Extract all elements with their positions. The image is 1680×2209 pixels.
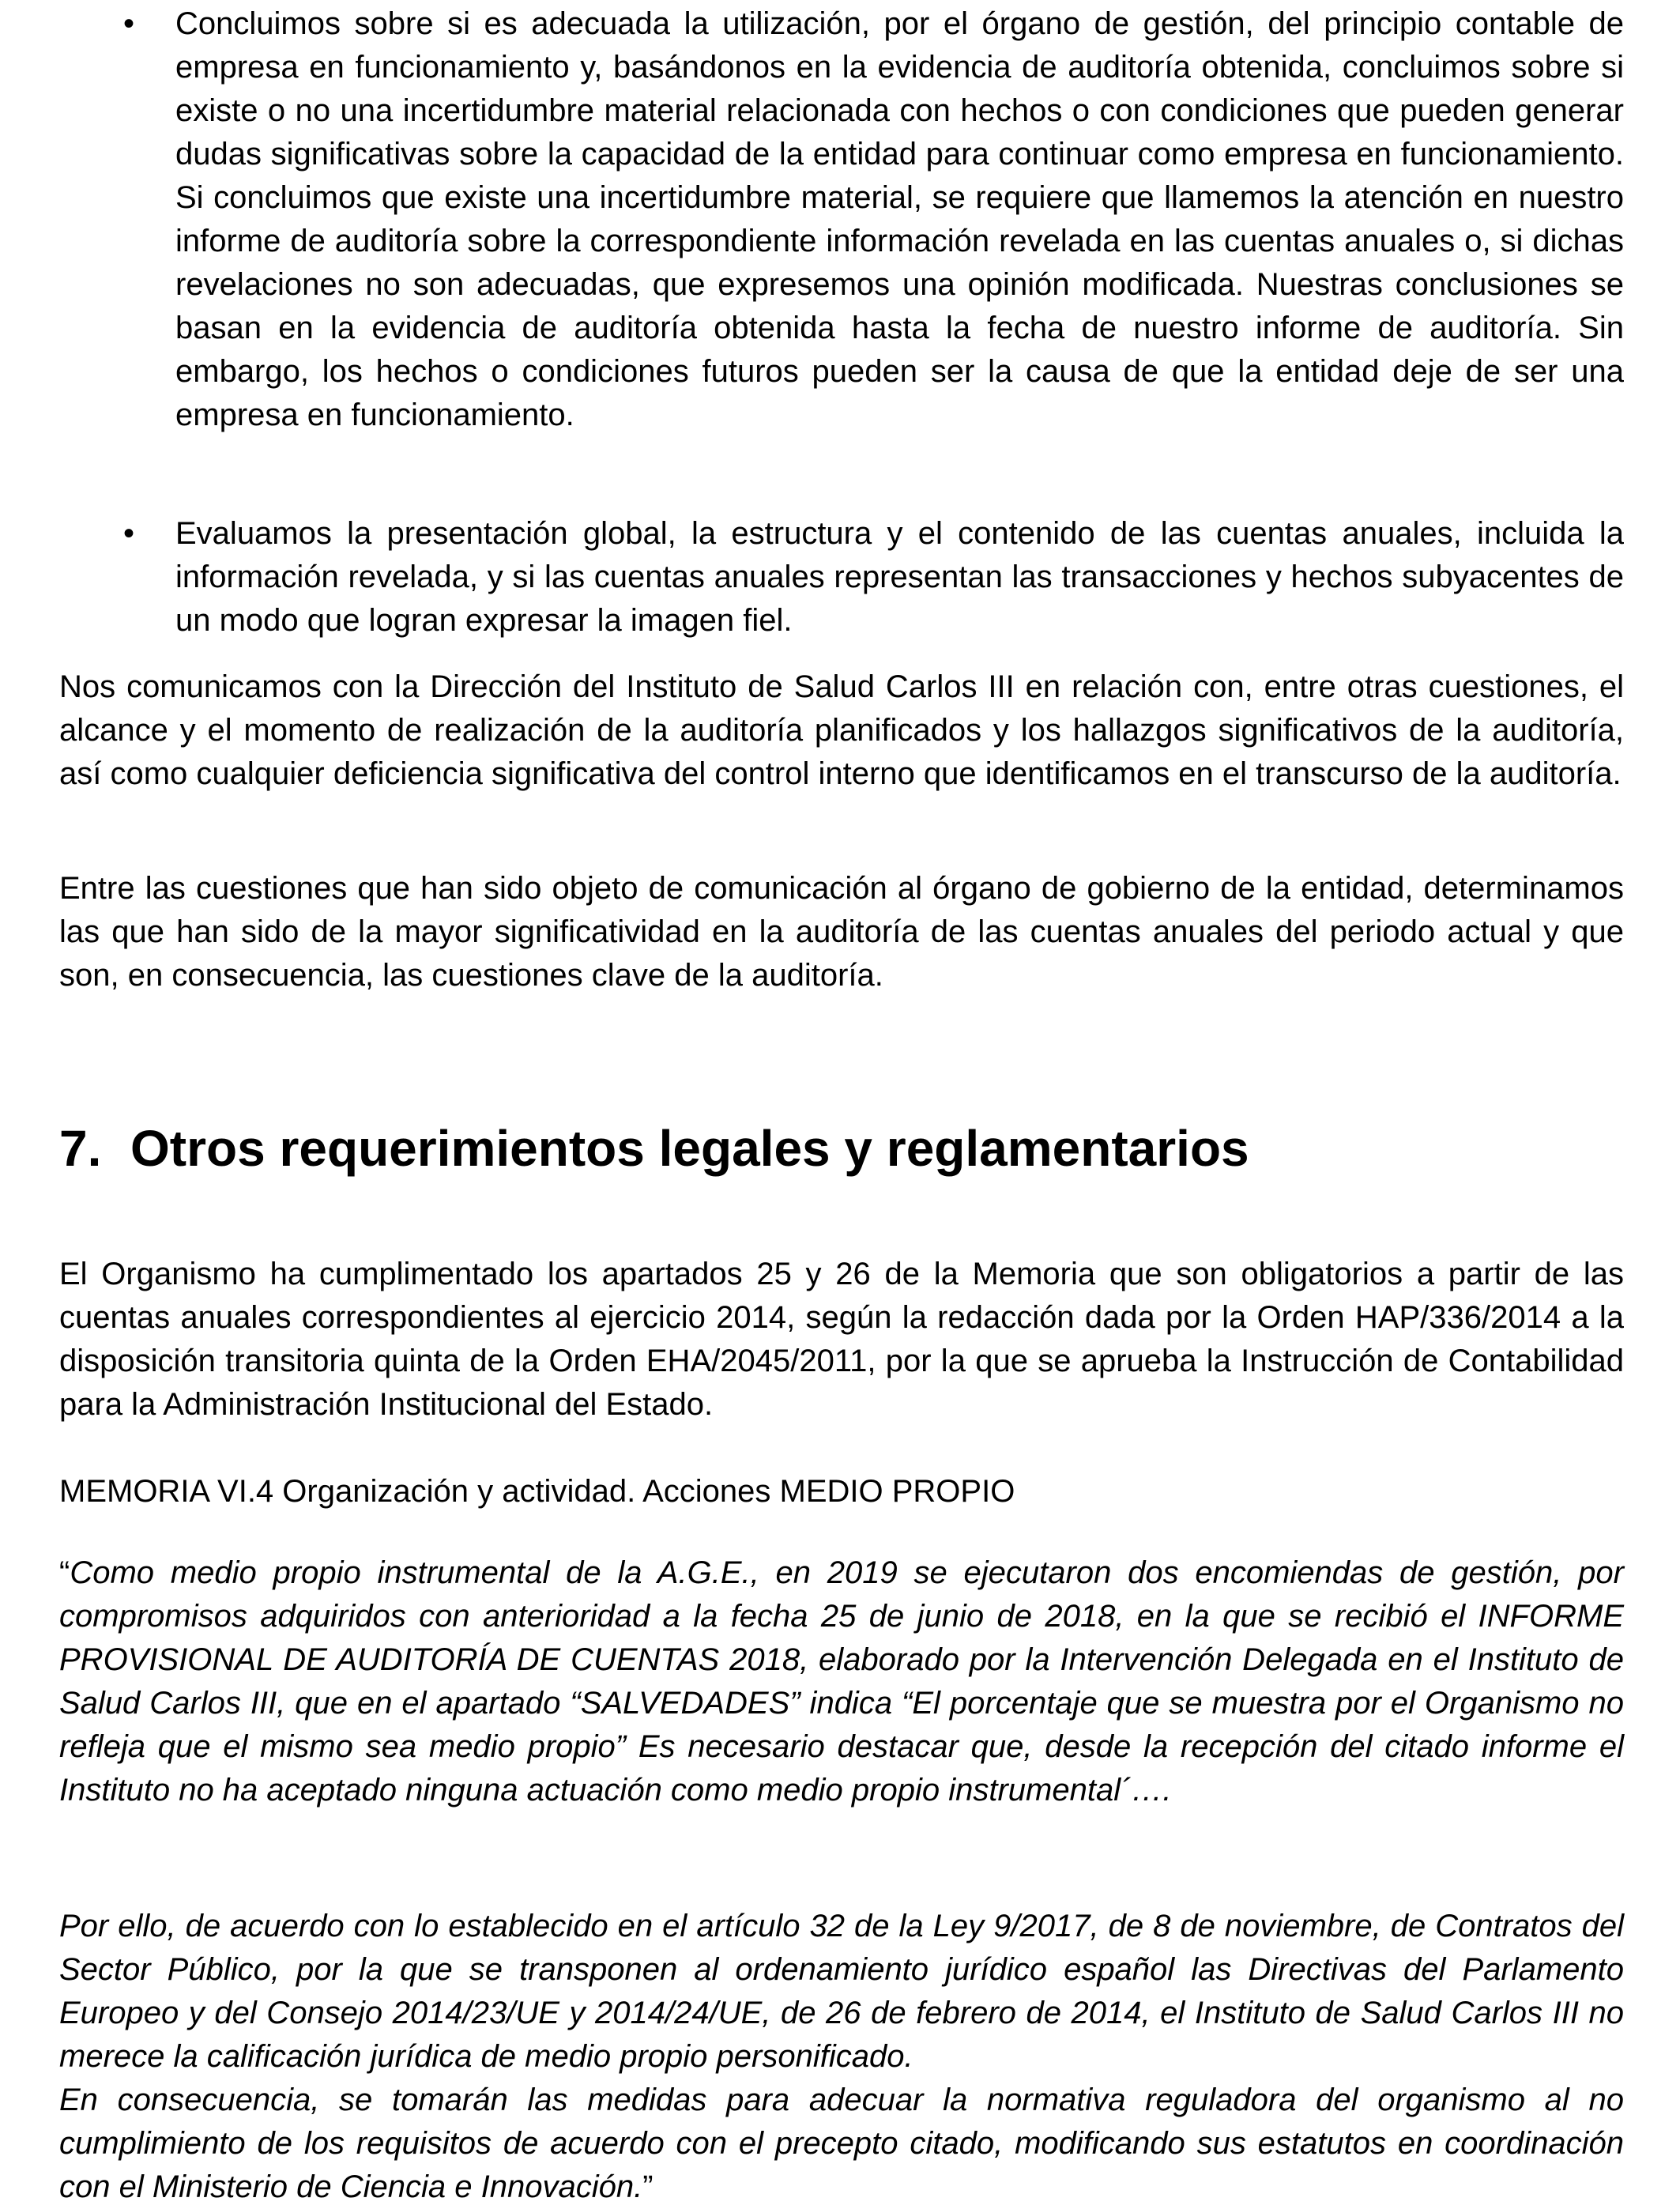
bullet-text: Concluimos sobre si es adecuada la utilización, por el órgano de gestión, del principio contable de empresa en funcionamiento y, basándonos en la evidencia de auditoría obtenida, concluimos sobre si existe o no una incertidumbre material relacionada con hechos o con condiciones que pueden generar dudas significativas sobre la capacidad de la entidad para continuar como empresa en funcionamiento. Si concluimos que existe una incertidumbre material, se requiere que llamemos la atención en nuestro informe de auditoría sobre la correspondiente información revelada en las cuentas anuales o, si dichas revelaciones no son adecuadas, que expresemos una opinión modificada. Nuestras conclusiones se basan en la evidencia de auditoría obtenida hasta la fecha de nuestro informe de auditoría. Sin embargo, los hechos o condiciones futuros pueden ser la causa de que la entidad deje de ser una empresa en funcionamiento.: [175, 6, 1624, 432]
quote-paragraph-3: [59, 2079, 1624, 2209]
section-heading: [59, 1117, 1249, 1180]
key-matters-paragraph: Entre las cuestiones que han sido objeto de comunicación al órgano de gobierno de la entidad, determinamos las que han sido de la mayor significatividad en la auditoría de las cuentas anuales del periodo actual y que son, en consecuencia, las cuestiones clave de la auditoría.: [59, 871, 1624, 993]
bullet-item-presentation: [59, 512, 1624, 643]
quote-text-1: Como medio propio instrumental de la A.G.E., en 2019 se ejecutaron dos encomiendas de gestión, por compromisos adquiridos con anterioridad a la fecha 25 de junio de 2018, en la que se recibió el INFORME PROVISIONAL DE AUDITORÍA DE CUENTAS 2018, elaborado por la Intervención Delegada en el Instituto de Salud Carlos III, que en el apartado “SALVEDADES” indica “El porcentaje que se muestra por el Organismo no refleja que el mismo sea medio propio” Es necesario destacar que, desde la recepción del citado informe el Instituto no ha aceptado ninguna actuación como medio propio instrumental´….: [59, 1555, 1624, 1808]
intro-paragraph: El Organismo ha cumplimentado los apartados 25 y 26 de la Memoria que son obligatorios a partir de las cuentas anuales correspondientes al ejercicio 2014, según la redacción dada por la Orden HAP/336/2014 a la disposición transitoria quinta de la Orden EHA/2045/2011, por la que se aprueba la Instrucción de Contabilidad para la Administración Institucional del Estado.: [59, 1257, 1624, 1422]
quote-open-mark: “: [59, 1555, 70, 1590]
bullet-list: [59, 2, 1624, 437]
communication-paragraph: Nos comunicamos con la Dirección del Instituto de Salud Carlos III en relación con, entre otras cuestiones, el alcance y el momento de realización de la auditoría planificados y los hallazgos significativos de la auditoría, así como cualquier deficiencia significativa del control interno que identificamos en el transcurso de la auditoría.: [59, 669, 1624, 791]
bullet-text: Evaluamos la presentación global, la estructura y el contenido de las cuentas anuales, incluida la información revelada, y si las cuentas anuales representan las transacciones y hechos subyacentes de un modo que logran expresar la imagen fiel.: [175, 516, 1624, 638]
bullet-marker: •: [122, 516, 134, 551]
section-title: Otros requerimientos legales y reglamentarios: [130, 1120, 1249, 1177]
bullet-marker: •: [122, 6, 134, 41]
quote-text-3: En consecuencia, se tomarán las medidas para adecuar la normativa reguladora del organismo al no cumplimiento de los requisitos de acuerdo con el precepto citado, modificando sus estatutos en coordinación con el Ministerio de Ciencia e Innovación.: [59, 2083, 1624, 2204]
quote-close-mark: ”: [642, 2169, 654, 2204]
quote-paragraph-1: [59, 1551, 1624, 1812]
quote-paragraph-2: Por ello, de acuerdo con lo establecido en el artículo 32 de la Ley 9/2017, de 8 de noviembre, de Contratos del Sector Público, por la que se transponen al ordenamiento jurídico español las Directivas del Parlamento Europeo y del Consejo 2014/23/UE y 2014/24/UE, de 26 de febrero de 2014, el Instituto de Salud Carlos III no merece la calificación jurídica de medio propio personificado.: [59, 1909, 1624, 2074]
section-number: 7.: [59, 1120, 102, 1177]
bullet-list-2: [59, 512, 1624, 643]
bullet-item-going-concern: [59, 2, 1624, 437]
memoria-label: MEMORIA VI.4 Organización y actividad. Acciones MEDIO PROPIO: [59, 1474, 1015, 1509]
